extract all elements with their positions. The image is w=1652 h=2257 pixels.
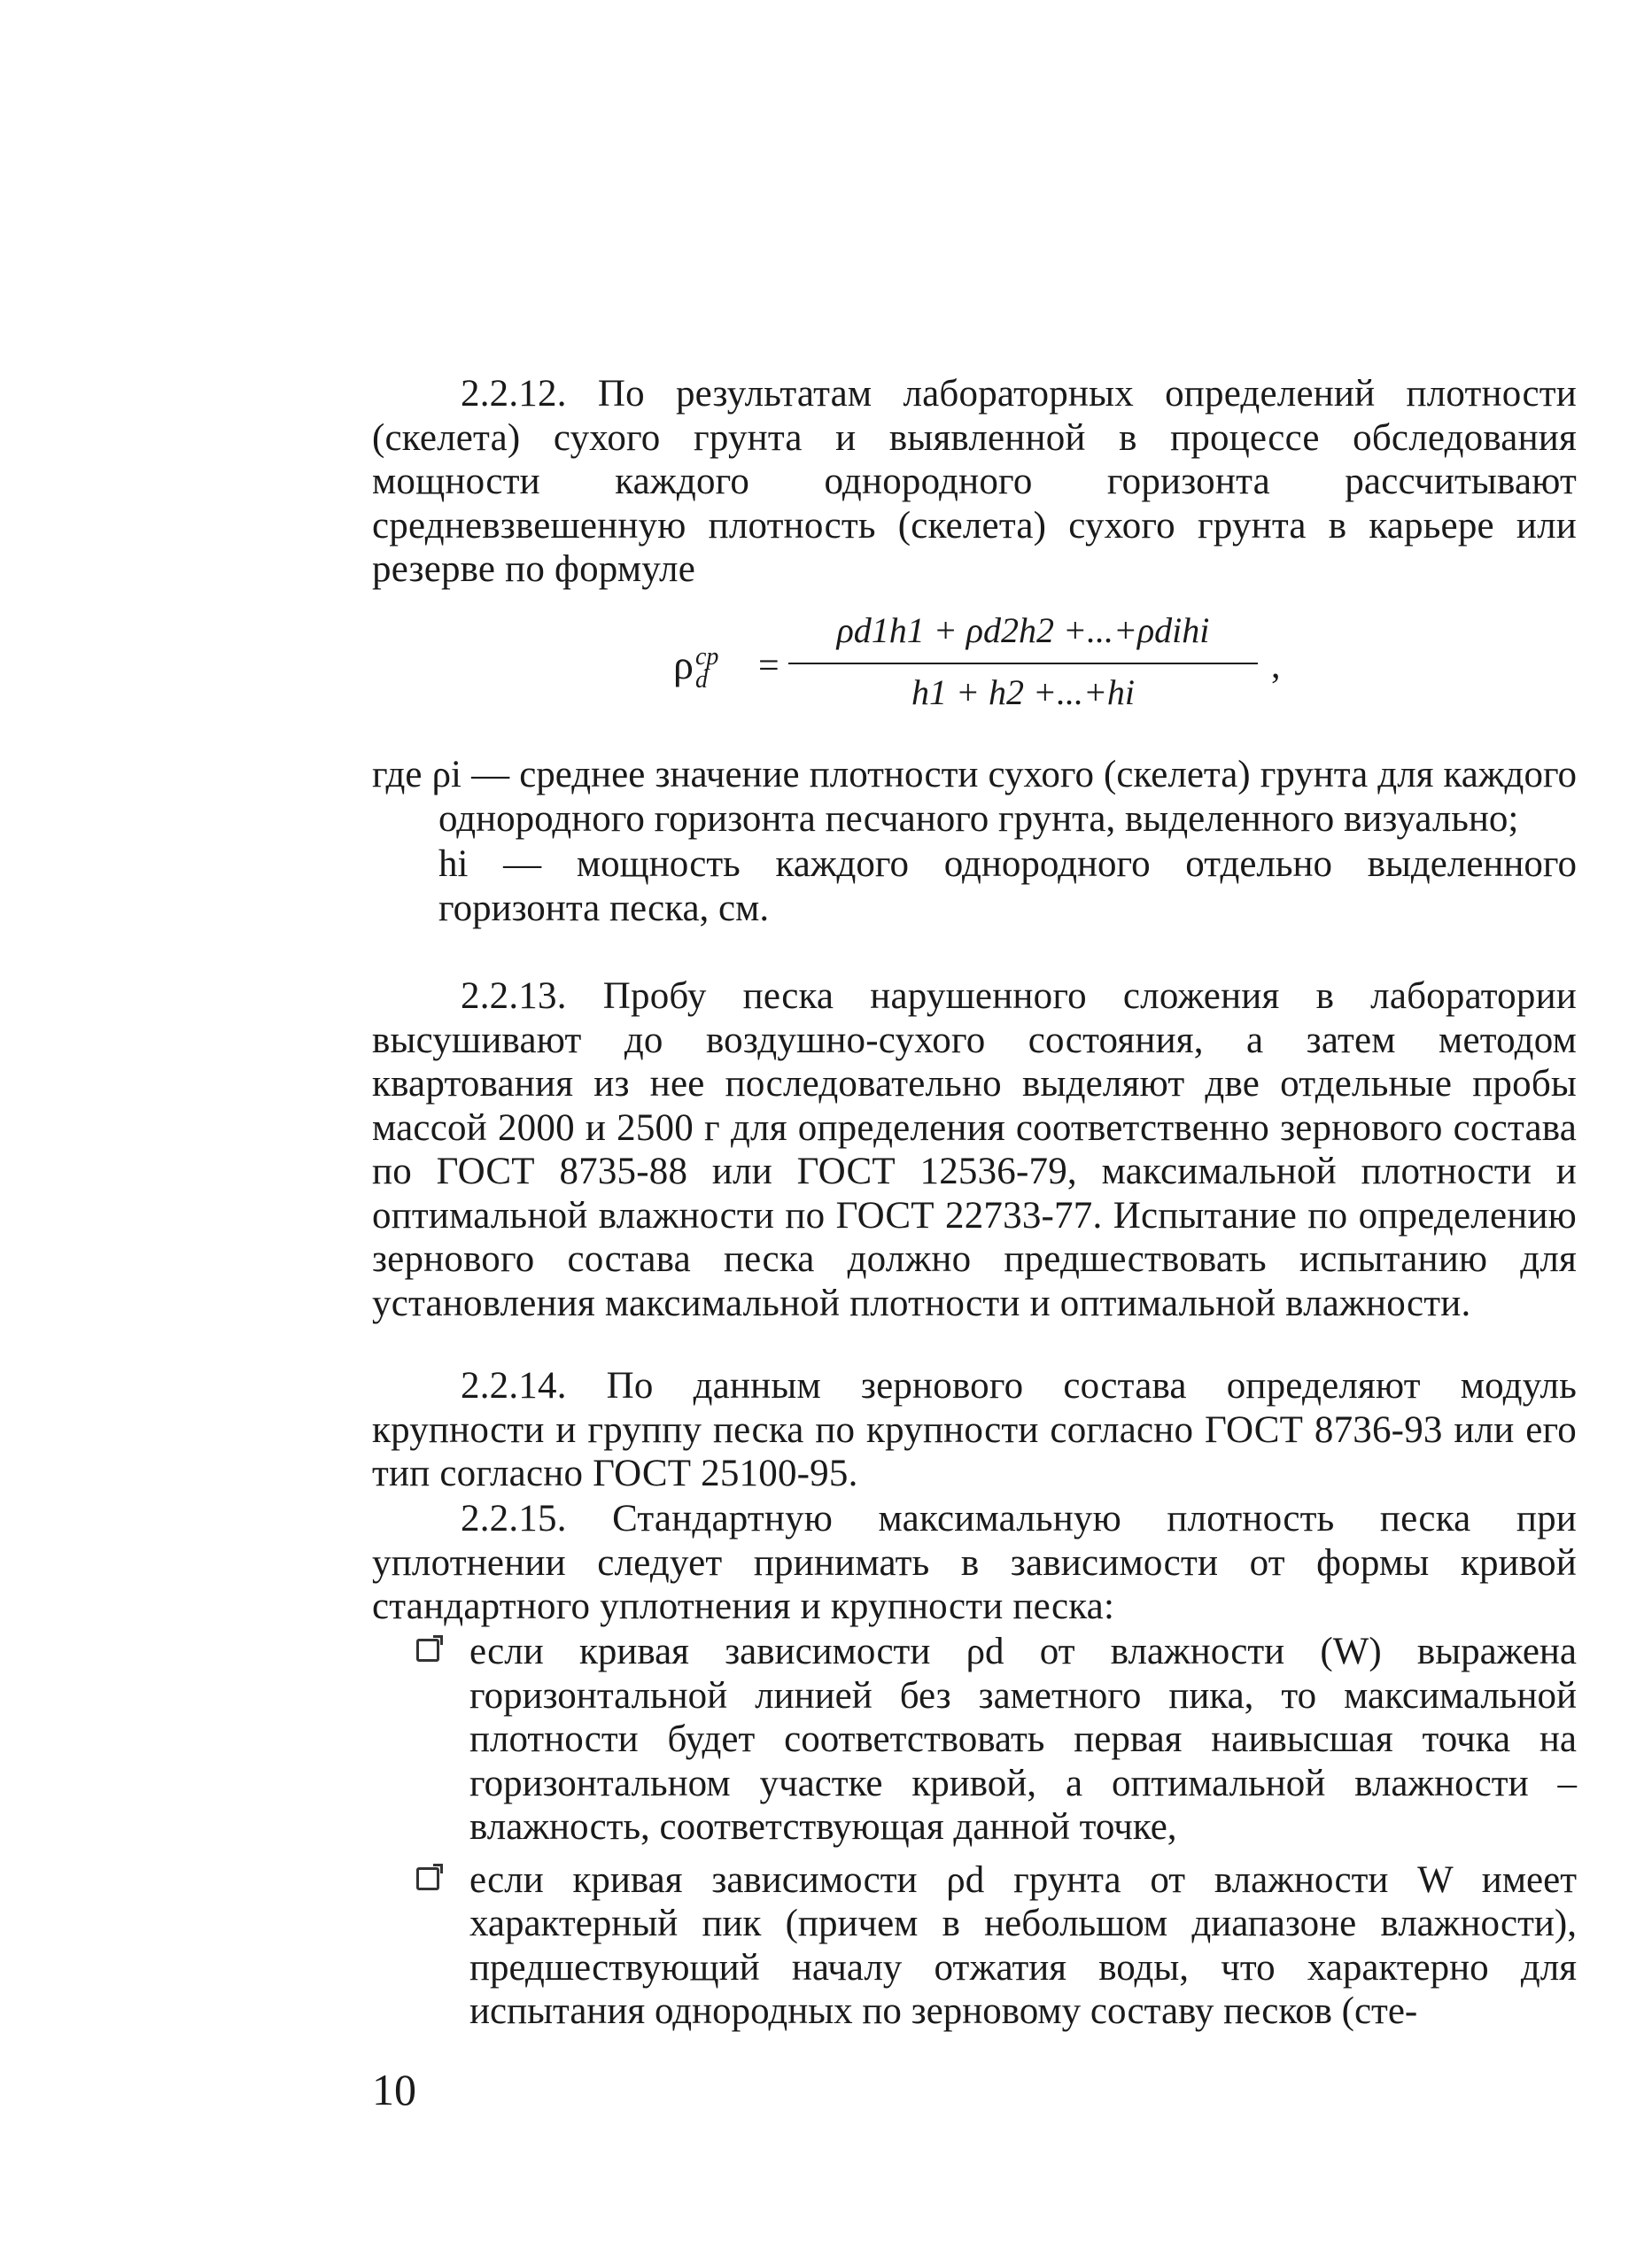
section-number: 2.2.14. <box>461 1365 567 1407</box>
list-item-text: если кривая зависимости ρd от влажности (W) выражена горизонтальной линией без заметного пика, то максимальной плотности будет соответствовать первая наивысшая точка на горизонтальном участке кривой, а оптимальной влажности – влажность, соответствующая данной точке, <box>469 1631 1577 1848</box>
definition-symbol: ρi <box>431 754 461 795</box>
section-2-2-15 <box>372 1497 1577 1629</box>
definition-item <box>372 753 1577 841</box>
checkbox-icon <box>416 1867 439 1890</box>
formula-lhs-subscript: d <box>694 666 708 694</box>
formula-lhs-superscript: cp <box>694 643 719 671</box>
definition-symbol: hi <box>438 843 469 885</box>
list-item-text: если кривая зависимости ρd грунта от влажности W имеет характерный пик (причем в небольшом диапазоне влажности), предшествующий началу отжатия воды, что характерно для испытания однородных по зерновому составу песков (сте- <box>469 1858 1577 2032</box>
definition-lead: где <box>372 754 423 795</box>
formula-numerator: ρd1h1 + ρd2h2 +...+ρdihi <box>836 610 1210 650</box>
section-number: 2.2.12. <box>461 373 567 415</box>
paragraph-text: Пробу песка нарушенного сложения в лаборатории высушивают до воздушно-сухого состояния, а затем методом квартования из нее последовательно выделяют две отдельные пробы массой 2000 и 2500 г для определения соответственно зернового состава по ГОСТ 8735-88 или ГОСТ 12536-79, максимальной плотности и оптимальной влажности по ГОСТ 22733-77. Испытание по определению зернового состава песка должно предшествовать испытанию для установления максимальной плотности и оптимальной влажности. <box>372 975 1578 1324</box>
paragraph-2-2-12 <box>372 372 1577 592</box>
paragraph-text: Стандартную максимальную плотность песка при уплотнении следует принимать в зависимости от формы кривой стандартного уплотнения и крупности песка: <box>372 1498 1577 1627</box>
definition-text: — мощность каждого однородного отдельно выделенного горизонта песка, см. <box>438 843 1577 929</box>
formula-fraction-bar <box>788 663 1258 664</box>
formula-lhs-symbol: ρ <box>673 642 694 687</box>
checkbox-icon <box>416 1639 439 1662</box>
definition-text: — среднее значение плотности сухого (скелета) грунта для каждого однородного горизонта песчаного грунта, выделенного визуально; <box>438 754 1578 840</box>
formula-equals: = <box>758 646 779 686</box>
paragraph-2-2-15 <box>372 1497 1577 1629</box>
paragraph-text: По результатам лабораторных определений плотности (скелета) сухого грунта и выявленной в процессе обследования мощности каждого однородного горизонта рассчитывают средневзвешенную плотность (скелета) сухого грунта в карьере или резерве по формуле <box>372 373 1578 590</box>
formula-trailing-comma: , <box>1271 646 1281 686</box>
formula-definitions <box>372 753 1577 930</box>
formula-denominator: h1 + h2 +...+hi <box>911 672 1136 712</box>
page-number: 10 <box>372 2065 416 2114</box>
section-number: 2.2.15. <box>461 1498 567 1540</box>
definition-item <box>372 842 1577 930</box>
section-2-2-12 <box>372 372 1577 592</box>
criteria-list <box>372 1630 1577 2043</box>
formula-lhs-indices <box>694 643 719 694</box>
section-number: 2.2.13. <box>461 975 567 1017</box>
paragraph-text: По данным зернового состава определяют модуль крупности и группу песка по крупности согласно ГОСТ 8736-93 или его тип согласно ГОСТ 25100-95. <box>372 1365 1577 1494</box>
section-2-2-13 <box>372 974 1577 1325</box>
paragraph-2-2-13 <box>372 974 1577 1325</box>
formula-lhs <box>673 641 718 692</box>
list-item <box>372 1630 1577 1850</box>
list-item <box>372 1858 1577 2034</box>
density-formula <box>673 609 1293 742</box>
section-2-2-14 <box>372 1364 1577 1496</box>
paragraph-2-2-14 <box>372 1364 1577 1496</box>
